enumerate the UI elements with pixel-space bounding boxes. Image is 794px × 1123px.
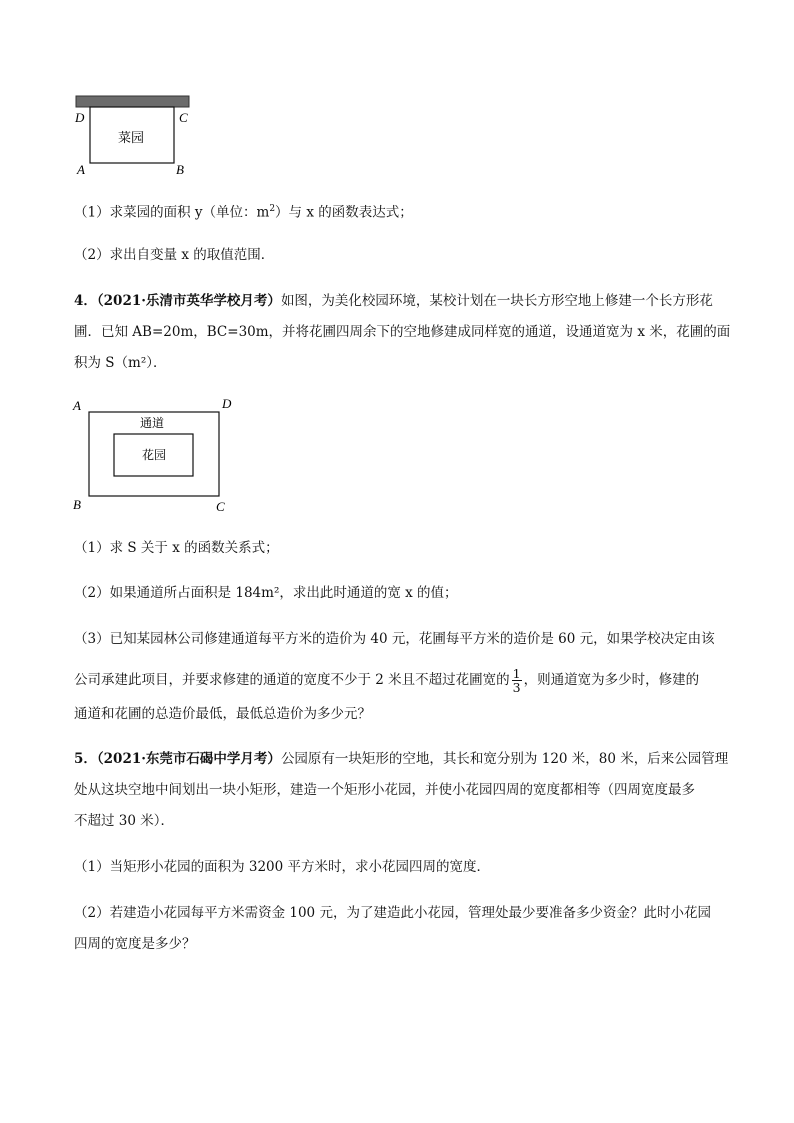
label-c: C	[179, 110, 188, 125]
q4-part3-line2: 公司承建此项目，并要求修建的通道的宽度不少于 2 米且不超过花圃宽的 $\frac{1}{3}$ ，则通道宽为多少时，修建的	[74, 666, 700, 695]
path-garden-figure	[70, 394, 240, 516]
path-label: 通道	[140, 416, 165, 430]
q3-part2: （2）求出自变量 x 的取值范围．	[74, 247, 275, 263]
q5-part2-line1: （2）若建造小花园每平方米需资金 100 元，为了建造此小花园，管理处最少要准备多少资金？此时小花园	[74, 905, 711, 921]
q4-line3: 积为 S（m²）．	[74, 355, 167, 371]
fraction-one-third: $\frac{1}{3}$	[512, 666, 521, 695]
vegetable-garden-figure	[72, 92, 198, 178]
q5-line3: 不超过 30 米）．	[74, 813, 175, 829]
label-d: D	[222, 396, 232, 411]
q4-line2: 圃．已知 AB=20m，BC=30m，并将花圃四周余下的空地修建成同样宽的通道，设通道宽为 x 米，花圃的面	[74, 324, 731, 340]
q5-header: 5．（2021·东莞市石碣中学月考）公园原有一块矩形的空地，其长和宽分别为 120 米，80 米，后来公园管理	[74, 751, 729, 767]
label-b: B	[176, 162, 184, 177]
q3-part1: （1）求菜园的面积 y（单位：$m^2$）与 x 的函数表达式；	[74, 204, 413, 221]
q5-part2-line2: 四周的宽度是多少？	[74, 936, 196, 952]
q4-header: 4．（2021·乐清市英华学校月考）如图，为美化校园环境，某校计划在一块长方形空地上修建一个长方形花	[74, 293, 713, 309]
q4-part3-line1: （3）已知某园林公司修建通道每平方米的造价为 40 元，花圃每平方米的造价是 60 元，如果学校决定由该	[74, 631, 715, 647]
label-d: D	[75, 110, 85, 125]
wall	[76, 96, 189, 107]
q4-part2: （2）如果通道所占面积是 184m²，求出此时通道的宽 x 的值；	[74, 585, 458, 601]
q5-part1: （1）当矩形小花园的面积为 3200 平方米时，求小花园四周的宽度．	[74, 859, 491, 875]
label-a: A	[77, 162, 85, 177]
q4-part3-line3: 通道和花圃的总造价最低，最低总造价为多少元？	[74, 706, 371, 722]
q5-line2: 处从这块空地中间划出一块小矩形，建造一个矩形小花园，并使小花园四周的宽度都相等（四周宽度最多	[74, 782, 695, 798]
label-b: B	[73, 497, 81, 512]
garden-label: 花园	[142, 448, 167, 462]
garden-label: 菜园	[118, 130, 145, 145]
label-c: C	[216, 499, 225, 514]
q4-part1: （1）求 S 关于 x 的函数关系式；	[74, 540, 279, 556]
label-a: A	[73, 398, 81, 413]
